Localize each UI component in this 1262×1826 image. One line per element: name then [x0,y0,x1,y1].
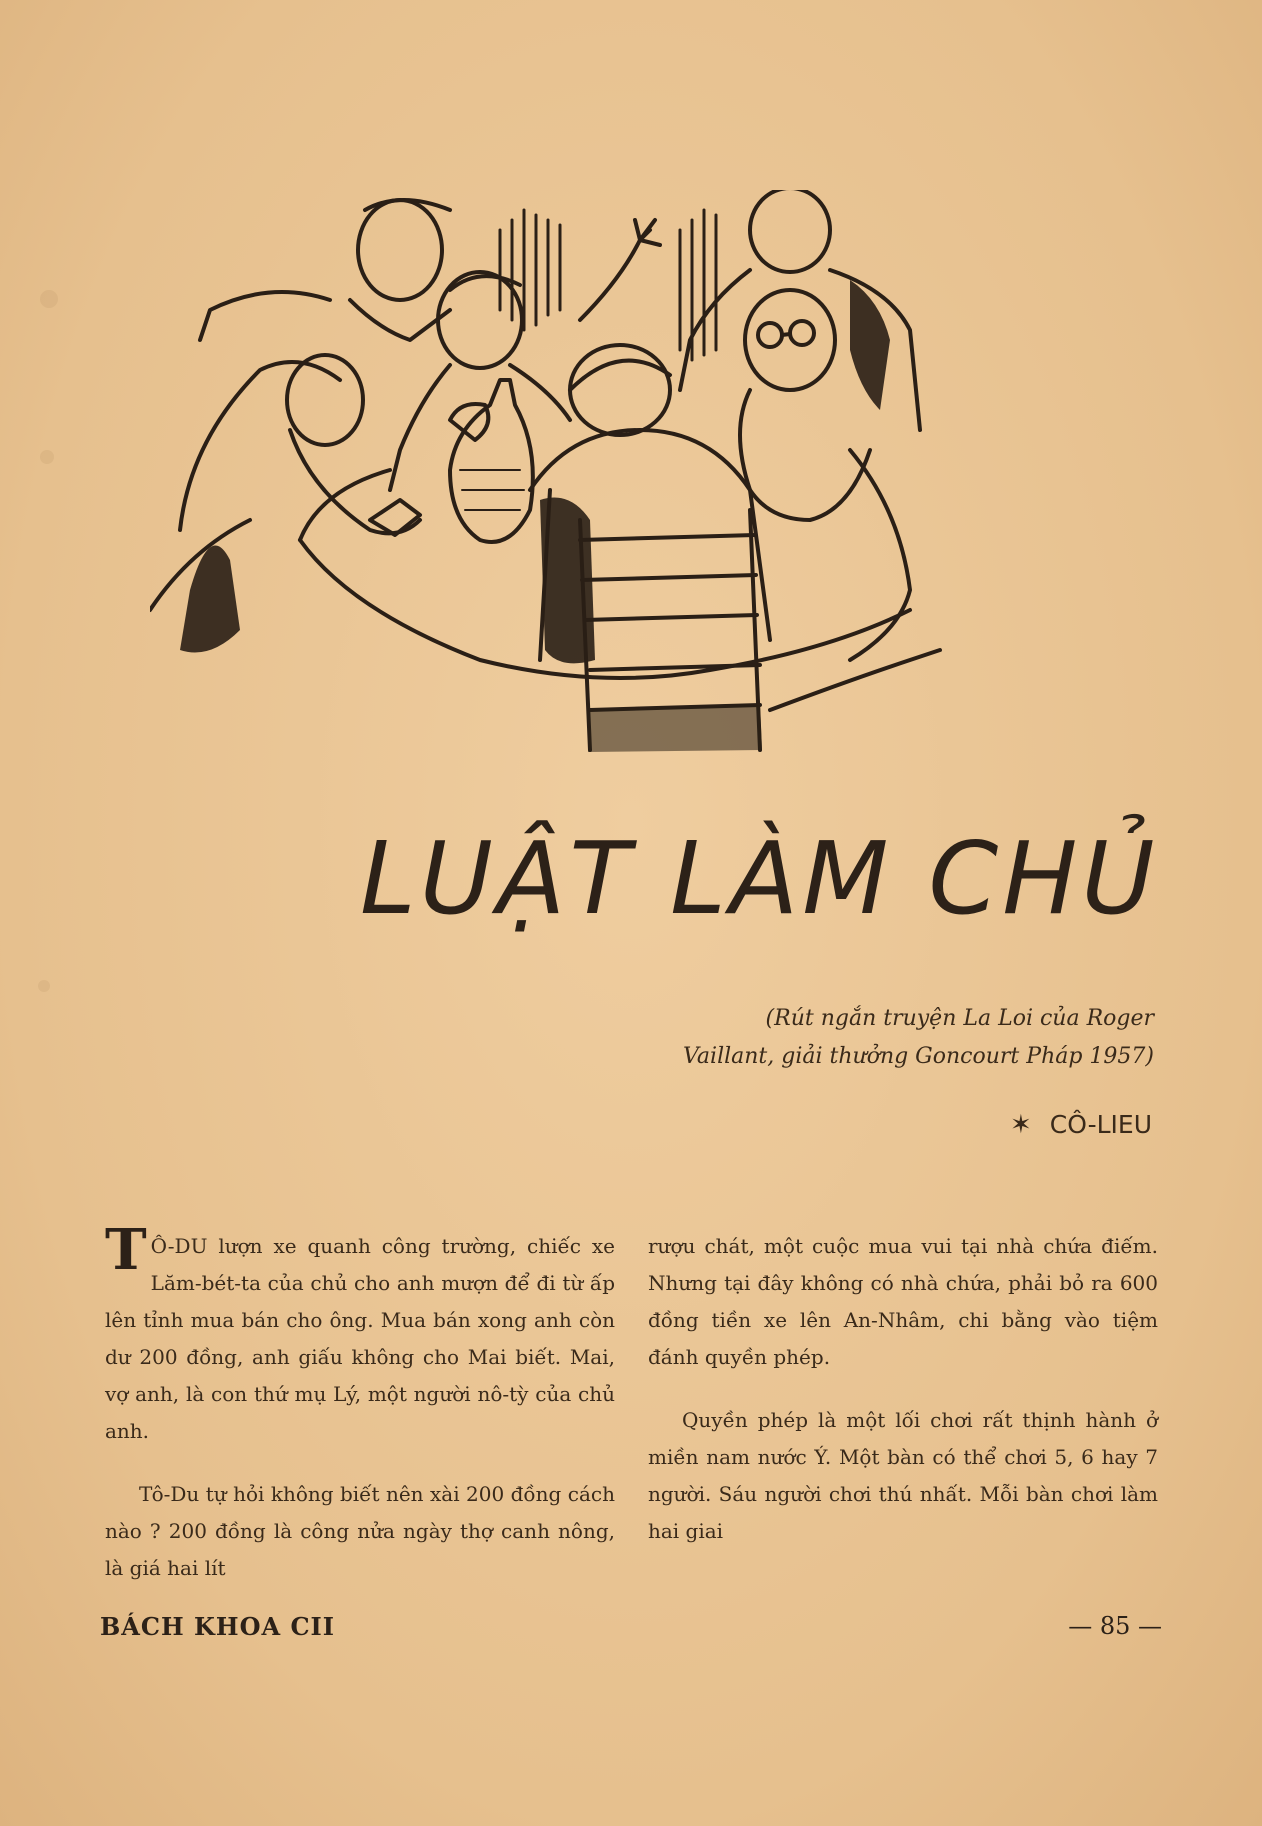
article-author [1010,1110,1152,1140]
paragraph-1 [105,1217,615,1450]
source-line-2: Vaillant, giải thưởng Goncourt Pháp 1957) [683,1044,1154,1069]
paragraph-3: rượu chát, một cuộc mua vui tại nhà chứa điếm. Nhưng tại đây không có nhà chứa, phải bỏ ra 600 đồng tiền xe lên An-Nhâm, chi bằng vào tiệm đánh quyền phép. [648,1234,1158,1369]
star-icon: ✶ [1009,1110,1032,1140]
author-name: CÔ-LIEU [1049,1110,1152,1139]
card-players-illustration [150,190,1110,780]
left-column [105,1217,615,1613]
drop-cap: T [105,1217,147,1283]
article-title: LUẬT LÀM CHỦ [360,820,1159,937]
magazine-name: BÁCH KHOA CII [100,1612,336,1641]
article-source-note [634,1000,1154,1076]
paragraph-4: Quyền phép là một lối chơi rất thịnh hành ở miền nam nước Ý. Một bàn có thể chơi 5, 6 hay 7 người. Sáu người chơi thú nhất. Mỗi bàn chơi làm hai giai [648,1408,1158,1543]
paper-stain [40,450,54,464]
right-column [648,1228,1158,1576]
source-line-1: (Rút ngắn truyện La Loi của Roger [765,1006,1154,1031]
page-number: — 85 — [1068,1612,1162,1640]
paper-stain [38,980,50,992]
paragraph-1-text: Ô-DU lượn xe quanh công trường, chiếc xe Lăm-bét-ta của chủ cho anh mượn để đi từ ấp lên tỉnh mua bán cho ông. Mua bán xong anh còn dư 200 đồng, anh giấu không cho Mai biết. Mai, vợ anh, là con thứ mụ Lý, một người nô-tỳ của chủ anh. [105,1234,615,1443]
paper-stain [40,290,58,308]
paragraph-2: Tô-Du tự hỏi không biết nên xài 200 đồng cách nào ? 200 đồng là công nửa ngày thợ canh nông, là giá hai lít [105,1482,615,1580]
